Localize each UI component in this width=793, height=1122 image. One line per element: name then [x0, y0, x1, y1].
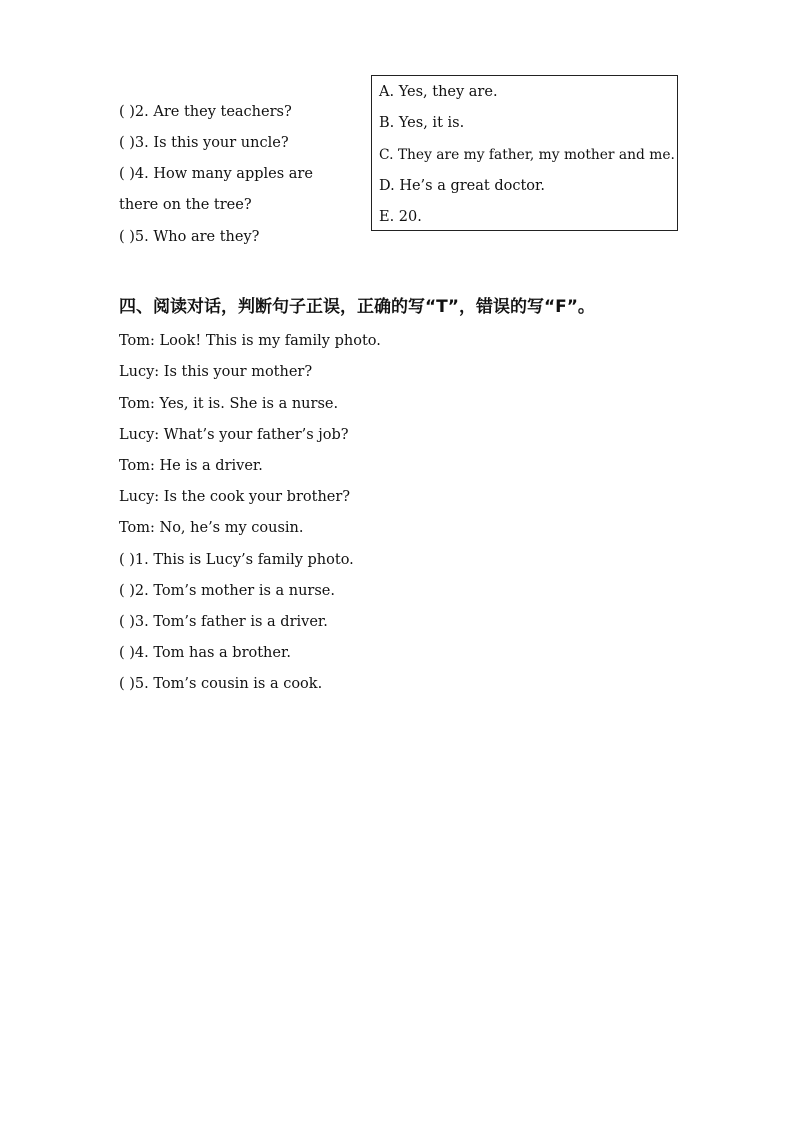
- statement-4: ( )4. Tom has a brother.: [119, 645, 291, 661]
- dialogue-line-3: Tom: Yes, it is. She is a nurse.: [119, 396, 339, 412]
- dialogue-line-7: Tom: No, he’s my cousin.: [119, 520, 304, 536]
- question-4: ( )4. How many apples are: [119, 166, 313, 182]
- question-4-continued: there on the tree?: [119, 197, 252, 213]
- option-b: B. Yes, it is.: [379, 115, 465, 131]
- option-c: C. They are my father, my mother and me.: [379, 147, 675, 163]
- question-3: ( )3. Is this your uncle?: [119, 135, 289, 151]
- statement-3: ( )3. Tom’s father is a driver.: [119, 614, 328, 630]
- option-e: E. 20.: [379, 209, 422, 225]
- question-2: ( )2. Are they teachers?: [119, 104, 292, 120]
- statement-1: ( )1. This is Lucy’s family photo.: [119, 552, 354, 568]
- option-a: A. Yes, they are.: [379, 84, 498, 100]
- answer-options-box: [371, 75, 678, 231]
- dialogue-line-6: Lucy: Is the cook your brother?: [119, 489, 351, 505]
- section-heading: 四、阅读对话，判断句子正误，正确的写“T”，错误的写“F”。: [119, 297, 595, 317]
- question-5: ( )5. Who are they?: [119, 229, 260, 245]
- dialogue-line-2: Lucy: Is this your mother?: [119, 364, 313, 380]
- statement-2: ( )2. Tom’s mother is a nurse.: [119, 583, 335, 599]
- dialogue-line-4: Lucy: What’s your father’s job?: [119, 427, 349, 443]
- option-d: D. He’s a great doctor.: [379, 178, 545, 194]
- statement-5: ( )5. Tom’s cousin is a cook.: [119, 676, 323, 692]
- dialogue-line-1: Tom: Look! This is my family photo.: [119, 333, 381, 349]
- dialogue-line-5: Tom: He is a driver.: [119, 458, 263, 474]
